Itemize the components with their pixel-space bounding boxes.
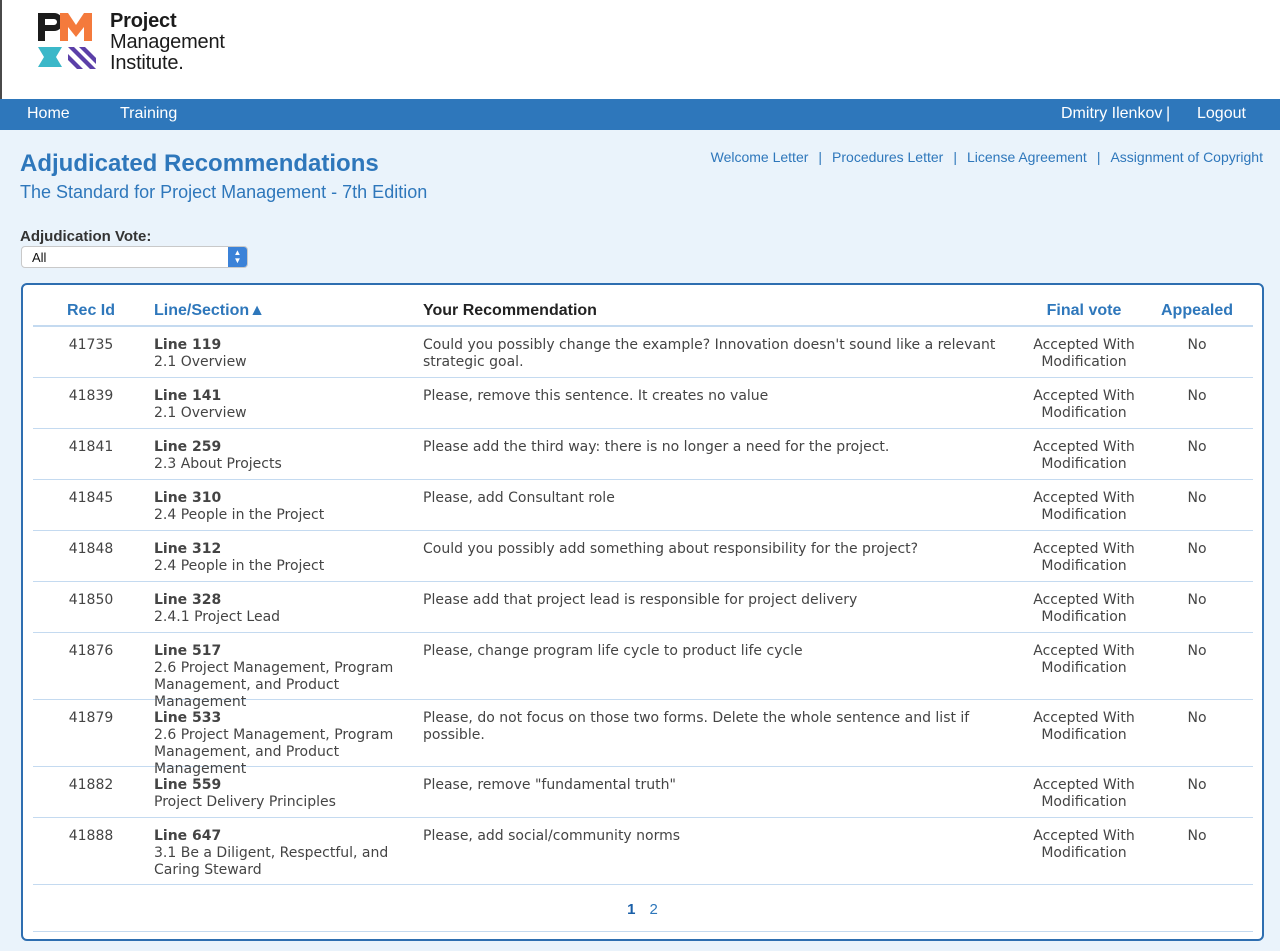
section-name: 2.3 About Projects bbox=[154, 456, 282, 472]
section-name: 3.1 Be a Diligent, Respectful, and Caring Steward bbox=[154, 845, 389, 878]
rec-id-cell: 41888 bbox=[68, 828, 114, 844]
pmi-logo[interactable] bbox=[36, 11, 256, 73]
rec-id-cell: 41882 bbox=[68, 777, 114, 793]
nav-bar bbox=[0, 99, 1280, 130]
table-header bbox=[33, 285, 1253, 327]
rec-id-cell: 41850 bbox=[68, 592, 114, 608]
table-row bbox=[33, 633, 1253, 710]
recommendation-cell: Please, add social/community norms bbox=[423, 828, 681, 844]
line-number: Line 312 bbox=[154, 541, 222, 557]
line-section-cell bbox=[154, 439, 416, 473]
recommendation-cell: Please, remove "fundamental truth" bbox=[423, 777, 676, 793]
appealed-cell: No bbox=[1187, 439, 1207, 455]
col-recommendation-header: Your Recommendation bbox=[423, 302, 597, 319]
section-name: 2.4.1 Project Lead bbox=[154, 609, 281, 625]
nav-logout-link[interactable]: Logout bbox=[1197, 105, 1246, 122]
page-link-1[interactable]: 1 bbox=[627, 901, 636, 918]
rec-id-cell: 41845 bbox=[68, 490, 114, 506]
table-row bbox=[33, 327, 1253, 378]
adjudication-vote-select[interactable] bbox=[21, 246, 248, 268]
line-number: Line 647 bbox=[154, 828, 222, 844]
line-number: Line 310 bbox=[154, 490, 222, 506]
table-row bbox=[33, 582, 1253, 633]
final-vote-cell: Accepted With Modification bbox=[1033, 337, 1135, 370]
document-links bbox=[711, 149, 1263, 165]
recommendation-cell: Please, remove this sentence. It creates no value bbox=[423, 388, 769, 404]
appealed-cell: No bbox=[1187, 828, 1207, 844]
nav-separator: | bbox=[1166, 105, 1171, 122]
header bbox=[0, 0, 1280, 99]
final-vote-cell: Accepted With Modification bbox=[1033, 490, 1135, 523]
table-row bbox=[33, 700, 1253, 777]
appealed-cell: No bbox=[1187, 337, 1207, 353]
final-vote-cell: Accepted With Modification bbox=[1033, 541, 1135, 574]
line-section-cell bbox=[154, 541, 416, 575]
table-row bbox=[33, 429, 1253, 480]
recommendation-cell: Please, change program life cycle to product life cycle bbox=[423, 643, 803, 659]
line-section-cell bbox=[154, 388, 416, 422]
adjudication-vote-value: All bbox=[32, 250, 47, 265]
procedures-letter-link[interactable]: Procedures Letter bbox=[832, 149, 944, 165]
final-vote-cell: Accepted With Modification bbox=[1033, 592, 1135, 625]
line-number: Line 328 bbox=[154, 592, 222, 608]
line-number: Line 517 bbox=[154, 643, 222, 659]
col-appealed-header[interactable]: Appealed bbox=[1160, 302, 1233, 319]
link-separator: | bbox=[953, 149, 957, 165]
final-vote-cell: Accepted With Modification bbox=[1033, 388, 1135, 421]
appealed-cell: No bbox=[1187, 777, 1207, 793]
welcome-letter-link[interactable]: Welcome Letter bbox=[710, 149, 809, 165]
appealed-cell: No bbox=[1187, 490, 1207, 506]
rec-id-cell: 41876 bbox=[68, 643, 114, 659]
line-number: Line 259 bbox=[154, 439, 222, 455]
appealed-cell: No bbox=[1187, 541, 1207, 557]
final-vote-cell: Accepted With Modification bbox=[1033, 643, 1135, 676]
section-name: 2.4 People in the Project bbox=[154, 558, 325, 574]
adjudication-vote-label: Adjudication Vote: bbox=[20, 228, 152, 245]
rec-id-cell: 41735 bbox=[68, 337, 114, 353]
line-number: Line 533 bbox=[154, 710, 222, 726]
logo-line-management: Management bbox=[110, 31, 225, 53]
page-link-2[interactable]: 2 bbox=[649, 901, 658, 918]
select-arrows-icon: ▲ ▼ bbox=[228, 247, 247, 267]
recommendation-cell: Could you possibly add something about responsibility for the project? bbox=[423, 541, 919, 557]
table-row bbox=[33, 480, 1253, 531]
nav-home-link[interactable]: Home bbox=[27, 105, 70, 122]
recommendation-cell: Please add the third way: there is no longer a need for the project. bbox=[423, 439, 890, 455]
line-number: Line 559 bbox=[154, 777, 222, 793]
page-subtitle: The Standard for Project Management - 7th Edition bbox=[20, 182, 428, 202]
appealed-cell: No bbox=[1187, 388, 1207, 404]
section-name: Project Delivery Principles bbox=[154, 794, 336, 810]
line-section-cell bbox=[154, 777, 416, 811]
final-vote-cell: Accepted With Modification bbox=[1033, 777, 1135, 810]
logo-text bbox=[110, 11, 225, 74]
final-vote-cell: Accepted With Modification bbox=[1033, 828, 1135, 861]
rec-id-cell: 41879 bbox=[68, 710, 114, 726]
logo-line-project: Project bbox=[110, 10, 177, 32]
pmi-logo-icon bbox=[36, 11, 100, 71]
section-name: 2.6 Project Management, Program Management, and Product Management bbox=[154, 660, 394, 710]
appealed-cell: No bbox=[1187, 592, 1207, 608]
line-section-cell bbox=[154, 828, 416, 879]
nav-user-link[interactable]: Dmitry Ilenkov bbox=[1061, 105, 1163, 122]
link-separator: | bbox=[818, 149, 823, 165]
assignment-of-copyright-link[interactable]: Assignment of Copyright bbox=[1110, 149, 1263, 165]
line-number: Line 119 bbox=[154, 337, 222, 353]
section-name: 2.1 Overview bbox=[154, 405, 247, 421]
divider bbox=[33, 931, 1253, 932]
rec-id-cell: 41848 bbox=[68, 541, 114, 557]
nav-training-link[interactable]: Training bbox=[120, 105, 178, 122]
table-row bbox=[33, 378, 1253, 429]
rec-id-cell: 41841 bbox=[68, 439, 114, 455]
line-number: Line 141 bbox=[154, 388, 222, 404]
col-final-vote-header[interactable]: Final vote bbox=[1046, 302, 1122, 319]
logo-line-institute: Institute. bbox=[110, 52, 184, 74]
table-row bbox=[33, 531, 1253, 582]
final-vote-cell: Accepted With Modification bbox=[1033, 439, 1135, 472]
line-section-cell bbox=[154, 592, 416, 626]
recommendation-cell: Please add that project lead is responsible for project delivery bbox=[423, 592, 858, 608]
line-section-cell bbox=[154, 337, 416, 371]
pagination bbox=[23, 901, 1262, 918]
page-title: Adjudicated Recommendations bbox=[20, 150, 379, 177]
final-vote-cell: Accepted With Modification bbox=[1033, 710, 1135, 743]
recommendations-panel bbox=[21, 283, 1264, 941]
appealed-cell: No bbox=[1187, 710, 1207, 726]
appealed-cell: No bbox=[1187, 643, 1207, 659]
section-name: 2.1 Overview bbox=[154, 354, 247, 370]
license-agreement-link[interactable]: License Agreement bbox=[966, 149, 1087, 165]
table-row bbox=[33, 767, 1253, 818]
table-row bbox=[33, 818, 1253, 885]
section-name: 2.4 People in the Project bbox=[154, 507, 325, 523]
recommendation-cell: Could you possibly change the example? Innovation doesn't sound like a relevant strategic goal. bbox=[423, 337, 996, 370]
section-name: 2.6 Project Management, Program Management, and Product Management bbox=[154, 727, 394, 777]
col-rec-id-header[interactable]: Rec Id bbox=[66, 302, 115, 319]
line-section-cell bbox=[154, 490, 416, 524]
recommendation-cell: Please, do not focus on those two forms. Delete the whole sentence and list if possible. bbox=[423, 710, 970, 743]
link-separator: | bbox=[1096, 149, 1101, 165]
recommendation-cell: Please, add Consultant role bbox=[423, 490, 615, 506]
rec-id-cell: 41839 bbox=[68, 388, 114, 404]
col-line-section-header[interactable]: Line/Section▲ bbox=[154, 302, 265, 319]
